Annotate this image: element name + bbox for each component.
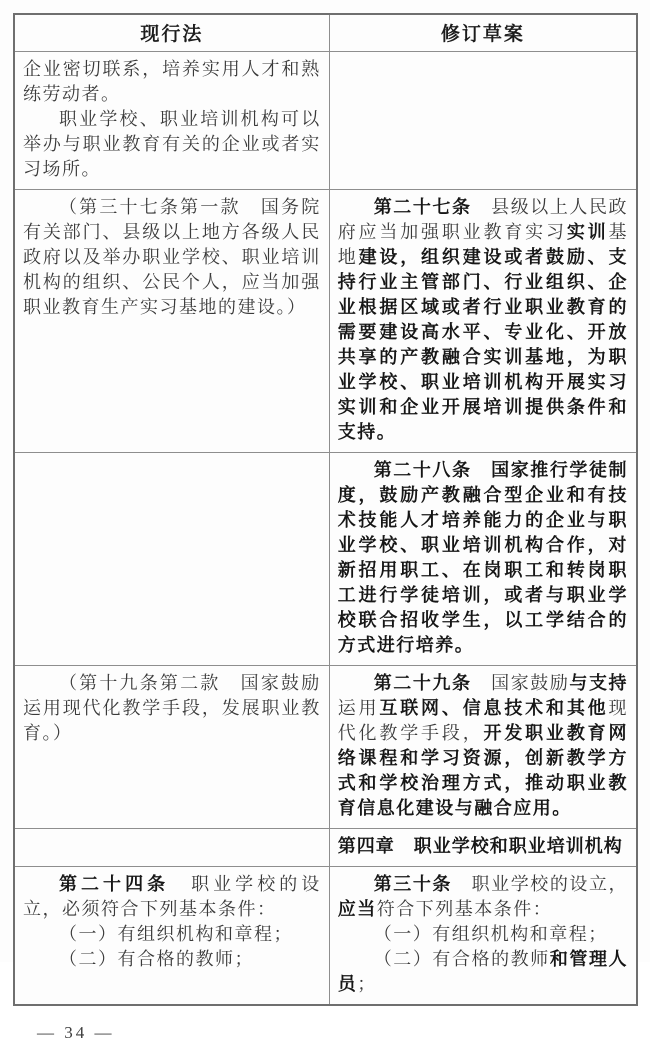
table-cell-left bbox=[14, 189, 329, 452]
comparison-table-body bbox=[14, 51, 637, 1005]
paragraph bbox=[338, 922, 628, 947]
amended-text-segment: 第四章 职业学校和职业培训机构 bbox=[337, 835, 623, 856]
paragraph bbox=[23, 195, 321, 320]
table-cell-right bbox=[329, 51, 637, 189]
table-cell-left bbox=[14, 828, 329, 866]
paragraph bbox=[23, 671, 321, 746]
text-segment: （第十九条第二款 国家鼓励运用现代化教学手段，发展职业教育。） bbox=[23, 672, 321, 743]
text-segment: 现代化教学手段， bbox=[337, 697, 628, 743]
amended-text-segment: 第二十九条 bbox=[373, 672, 472, 693]
amended-text-segment: 实训 bbox=[566, 221, 609, 242]
paragraph bbox=[338, 458, 628, 658]
paragraph bbox=[338, 195, 628, 445]
paragraph bbox=[23, 922, 321, 947]
amended-text-segment: 与支持 bbox=[569, 672, 629, 693]
amended-text-segment: 第二十四条 bbox=[59, 873, 170, 894]
table-cell-right bbox=[329, 189, 637, 452]
paragraph bbox=[338, 671, 628, 821]
table-cell-left bbox=[14, 51, 329, 189]
paragraph bbox=[23, 947, 321, 972]
paragraph bbox=[338, 872, 628, 922]
text-segment: （第三十七条第一款 国务院有关部门、县级以上地方各级人民政府以及举办职业学校、职业培训机构的组织、公民个人，应当加强职业教育生产实习基地的建设。） bbox=[23, 196, 321, 317]
amended-text-segment: 第二十七条 bbox=[373, 196, 472, 217]
text-segment: 基地 bbox=[337, 221, 628, 267]
text-segment: （二）有合格的教师； bbox=[59, 948, 254, 969]
table-row bbox=[14, 189, 637, 452]
table-row bbox=[14, 866, 637, 1005]
amended-text-segment: 国家推行学徒制度，鼓励产教融合型企业和有技术技能人才培养能力的企业与职业学校、职业培训机构合作，对新招用职工、在岗职工和转岗职工进行学徒培训，或者与职业学校联合招收学生，以工学结合的方式进行培养。 bbox=[337, 459, 629, 655]
chapter-heading bbox=[338, 834, 628, 859]
text-segment: 运用 bbox=[337, 697, 380, 718]
text-segment: 职业学校、职业培训机构可以举办与职业教育有关的企业或者实习场所。 bbox=[23, 108, 321, 179]
amended-text-segment: 建设，组织建设或者鼓励、支持行业主管部门、行业组织、企业根据区域或者行业职业教育的需要建设高水平、专业化、开放共享的产教融合实训基地，为职业学校、职业培训机构开展实习实训和企业开展培训提供条件和支持。 bbox=[337, 246, 628, 442]
column-header-revision-draft: 修订草案 bbox=[329, 14, 637, 51]
text-segment: 县级以上人民政府应当加强职业教育实习 bbox=[337, 196, 629, 242]
paragraph bbox=[23, 872, 321, 922]
comparison-table bbox=[13, 13, 638, 1006]
text-segment: （一）有组织机构和章程； bbox=[373, 923, 608, 944]
text-segment: 企业密切联系，培养实用人才和熟练劳动者。 bbox=[23, 58, 321, 104]
text-segment: ； bbox=[357, 973, 377, 994]
table-cell-left bbox=[14, 452, 329, 665]
table-cell-right bbox=[329, 665, 637, 828]
paragraph bbox=[338, 947, 628, 997]
amended-text-segment: 应当 bbox=[337, 898, 377, 919]
amended-text-segment: 和管理人员 bbox=[337, 948, 629, 994]
table-cell-right bbox=[329, 452, 637, 665]
table-row bbox=[14, 665, 637, 828]
page-number: — 34 — bbox=[37, 1022, 115, 1042]
table-row bbox=[14, 51, 637, 189]
table-cell-left bbox=[14, 665, 329, 828]
table-row bbox=[14, 828, 637, 866]
text-segment: 职业学校的设立， bbox=[452, 873, 629, 894]
text-segment: （一）有组织机构和章程； bbox=[59, 923, 293, 944]
amended-text-segment: 第三十条 bbox=[373, 873, 452, 894]
table-header-row bbox=[14, 14, 637, 51]
amended-text-segment: 第二十八条 bbox=[373, 459, 472, 480]
table-cell-right bbox=[329, 828, 637, 866]
text-segment: 职业学校的设立，必须符合下列基本条件： bbox=[23, 873, 321, 919]
text-segment: （二）有合格的教师 bbox=[373, 948, 550, 969]
text-segment: 国家鼓励 bbox=[471, 672, 570, 693]
amended-text-segment: 互联网、信息技术和其他 bbox=[379, 697, 609, 718]
paragraph bbox=[23, 107, 321, 182]
table-row bbox=[14, 452, 637, 665]
table-cell-right bbox=[329, 866, 637, 1005]
column-header-current-law: 现行法 bbox=[14, 14, 329, 51]
paragraph bbox=[23, 57, 321, 107]
table-cell-left bbox=[14, 866, 329, 1005]
text-segment: 符合下列基本条件： bbox=[376, 898, 553, 919]
amended-text-segment: 开发职业教育网络课程和学习资源，创新教学方式和学校治理方式，推动职业教育信息化建设与融合应用。 bbox=[337, 722, 628, 818]
